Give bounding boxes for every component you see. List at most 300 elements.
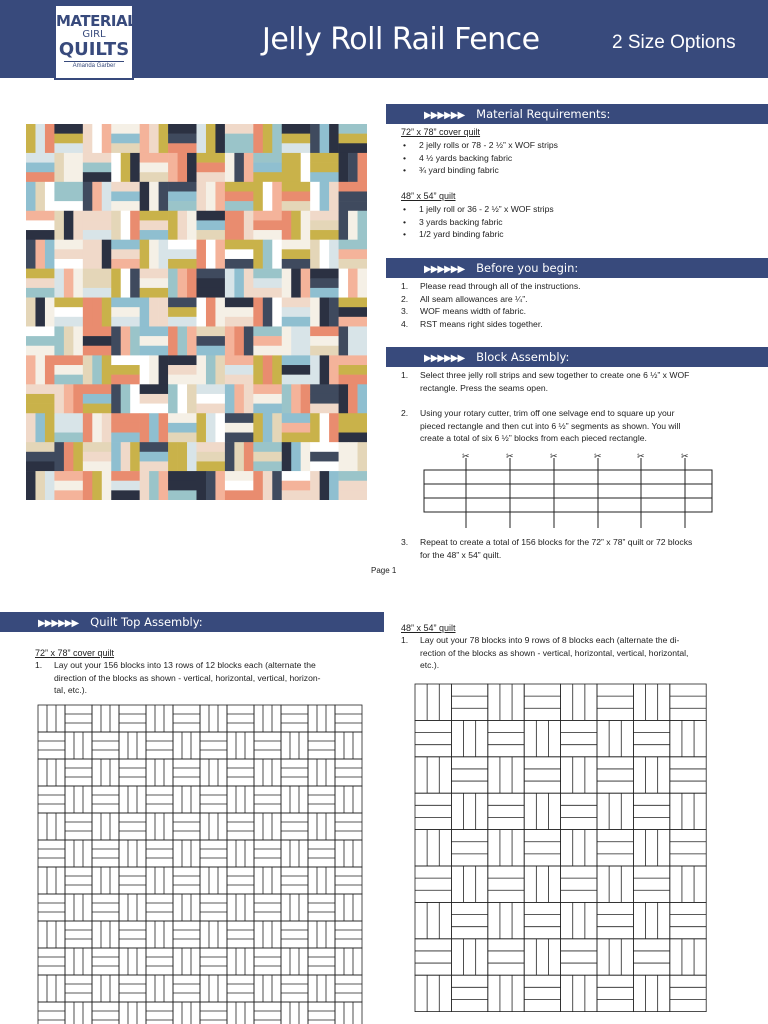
step-number: 1. (401, 635, 409, 645)
quilt-block (200, 975, 227, 1002)
quilt-strip (178, 326, 188, 355)
scissors-icon: ✂ (506, 452, 514, 462)
quilt-block (451, 939, 487, 975)
quilt-block (488, 975, 524, 1011)
quilt-strip (26, 452, 55, 462)
quilt-strip (339, 143, 367, 153)
quilt-strip (45, 355, 55, 384)
list-item: • 3 yards backing fabric (400, 216, 554, 229)
quilt-block (227, 948, 254, 975)
quilt-strip (73, 384, 83, 413)
quilt-strip (73, 269, 83, 298)
quilt-block (561, 975, 597, 1011)
quilt-block (200, 948, 227, 975)
quilt-strip (140, 288, 169, 298)
quilt-block (561, 939, 597, 975)
scissors-icon: ✂ (462, 452, 470, 462)
quilt-strip (225, 413, 254, 423)
list-text: WOF means width of fabric. (420, 306, 527, 316)
quilt-block (597, 793, 633, 829)
quilt-strip (206, 240, 216, 269)
quilt-block (670, 902, 706, 938)
quilt-strip (320, 124, 330, 153)
quilt-strip (168, 191, 197, 201)
quilt-strip (234, 442, 244, 471)
quilt-strip (111, 269, 121, 298)
quilt-block (335, 975, 362, 1002)
quilt-strip (26, 298, 36, 327)
quilt-strip (111, 423, 140, 433)
quilt-strip (168, 433, 197, 443)
quilt-strip (301, 384, 311, 413)
quilt-strip (168, 249, 197, 259)
block-step-1 (401, 369, 761, 394)
quilt-strip (358, 384, 367, 413)
quilt-strip (197, 452, 226, 462)
quilt-strip (102, 182, 112, 211)
quilt-block (308, 1002, 335, 1024)
quilt-strip (178, 442, 188, 471)
quilt-block (335, 705, 362, 732)
quilt-block (597, 757, 633, 793)
quilt-block (254, 786, 281, 813)
quilt-block (92, 759, 119, 786)
quilt-strip (329, 471, 339, 500)
quilt-strip (168, 471, 197, 481)
quilt-block (488, 902, 524, 938)
quilt-strip (339, 375, 367, 385)
quilt-strip (111, 375, 140, 385)
quilt-strip (339, 124, 367, 134)
quilt-strip (320, 413, 330, 442)
quilt-block (92, 813, 119, 840)
quilt-block (451, 975, 487, 1011)
quilt-strip (197, 124, 207, 153)
quilt-block (38, 786, 65, 813)
step-number: 3. (401, 537, 409, 547)
quilt-strip (339, 355, 367, 365)
quilt-strip (83, 220, 112, 230)
quilt-strip (111, 481, 140, 491)
quilt-strip (26, 124, 36, 153)
quilt-strip (339, 249, 367, 259)
quilt-block (38, 705, 65, 732)
quilt-block (281, 948, 308, 975)
quilt-strip (291, 442, 301, 471)
logo-line-2: GIRL (82, 29, 106, 40)
quilt-strip (253, 182, 263, 211)
quilt-block (633, 975, 669, 1011)
quilt-strip (291, 153, 301, 182)
quilt-strip (26, 404, 55, 414)
quilt-strip (26, 240, 36, 269)
quilt-strip (140, 355, 150, 384)
size-options-label: 2 Size Options (612, 32, 736, 53)
quilt-block (119, 894, 146, 921)
quilt-strip (54, 413, 83, 423)
quilt-strip (234, 153, 244, 182)
quilt-block (524, 684, 560, 720)
quilt-strip (187, 326, 197, 355)
quilt-strip (225, 490, 254, 500)
quilt-strip (197, 278, 226, 288)
quilt-block (524, 720, 560, 756)
quilt-strip (197, 346, 226, 356)
quilt-strip (253, 278, 282, 288)
quilt-block (92, 894, 119, 921)
quilt-block (65, 1002, 92, 1024)
quilt-block (38, 921, 65, 948)
quilt-strip (282, 240, 311, 250)
quilt-strip (215, 124, 225, 153)
quilt-strip (197, 172, 226, 182)
quilt-block (227, 705, 254, 732)
quilt-block (597, 720, 633, 756)
quilt-strip (130, 326, 140, 355)
quilt-block (173, 1002, 200, 1024)
quilt-block (65, 840, 92, 867)
quilt-strip (253, 220, 282, 230)
quilt-block (670, 975, 706, 1011)
quilt-block (308, 813, 335, 840)
quilt-strip (83, 240, 93, 269)
quilt-strip (102, 413, 112, 442)
quilt-strip (73, 326, 83, 355)
quilt-block (65, 894, 92, 921)
list-item: • 1 jelly roll or 36 - 2 ½” x WOF strips (400, 203, 554, 216)
quilt-strip (83, 346, 112, 356)
quilt-block (92, 840, 119, 867)
list-item: • ¾ yard binding fabric (400, 164, 558, 177)
materials-heading: Material Requirements: (476, 107, 611, 121)
quilt-strip (339, 307, 367, 317)
quilt-strip (339, 384, 349, 413)
quilt-strip (73, 211, 83, 240)
quilt-strip (320, 355, 330, 384)
quilt-strip (253, 384, 282, 394)
quilt-block (200, 705, 227, 732)
quilt-block (524, 830, 560, 866)
quilt-strip (92, 240, 102, 269)
quilt-block (227, 867, 254, 894)
list-item: • 2 jelly rolls or 78 - 2 ½” x WOF strips (400, 139, 558, 152)
step-text-line: Lay out your 156 blocks into 13 rows of 12 blocks each (alternate the (54, 660, 316, 670)
quilt-strip (35, 182, 45, 211)
quilt-block (561, 902, 597, 938)
quilt-strip (253, 240, 263, 269)
quilt-block (254, 894, 281, 921)
quilt-strip (54, 355, 83, 365)
quilt-block (38, 1002, 65, 1024)
quilt-strip (168, 259, 197, 269)
quilt-strip (83, 452, 112, 462)
quilt-block (670, 684, 706, 720)
quilt-block (92, 921, 119, 948)
quilt-strip (329, 355, 339, 384)
block-step-3 (401, 536, 761, 561)
step-number: 1. (35, 660, 43, 670)
quilt-strip (358, 269, 367, 298)
quilt-strip (197, 471, 207, 500)
quilt-block (200, 759, 227, 786)
quilt-strip (83, 298, 93, 327)
quilt-strip (92, 355, 102, 384)
assembly-large-step (35, 659, 370, 697)
quilt-strip (54, 433, 83, 443)
step-text-line: Lay out your 78 blocks into 9 rows of 8 blocks each (alternate the di- (420, 635, 680, 645)
section-header-block-assembly (386, 347, 768, 367)
quilt-block (335, 1002, 362, 1024)
quilt-strip (83, 394, 112, 404)
quilt-block (173, 948, 200, 975)
quilt-strip (263, 355, 273, 384)
quilt-block (281, 786, 308, 813)
quilt-strip (159, 182, 169, 211)
quilt-strip (111, 182, 140, 192)
quilt-strip (301, 442, 311, 471)
quilt-block (119, 975, 146, 1002)
step-text-line: Repeat to create a total of 156 blocks for the 72” x 78” quilt or 72 blocks (420, 537, 693, 547)
quilt-strip (92, 471, 102, 500)
quilt-strip (282, 433, 311, 443)
quilt-block (633, 830, 669, 866)
quilt-block (173, 894, 200, 921)
quilt-block (488, 866, 524, 902)
quilt-strip (225, 211, 235, 240)
quilt-block (308, 705, 335, 732)
quilt-block (65, 732, 92, 759)
quilt-strip (310, 442, 339, 452)
quilt-strip (83, 442, 112, 452)
quilt-strip (26, 172, 55, 182)
quilt-strip (282, 471, 311, 481)
quilt-strip (83, 461, 112, 471)
quilt-strip (263, 471, 273, 500)
quilt-strip (54, 375, 83, 385)
quilt-block (227, 921, 254, 948)
quilt-strip (187, 442, 197, 471)
quilt-strip (282, 326, 292, 355)
quilt-strip (301, 326, 311, 355)
quilt-strip (73, 442, 83, 471)
quilt-strip (111, 307, 140, 317)
quilt-strip (83, 182, 93, 211)
quilt-strip (111, 153, 121, 182)
scissors-icon: ✂ (681, 452, 689, 462)
quilt-strip (178, 153, 188, 182)
quilt-strip (73, 153, 83, 182)
quilt-block (173, 813, 200, 840)
assembly-small-step (401, 634, 763, 672)
quilt-strip (339, 442, 349, 471)
quilt-strip (339, 365, 367, 375)
arrows-icon: ▶▶▶▶▶▶ (424, 353, 465, 364)
quilt-strip (234, 211, 244, 240)
quilt-block (227, 813, 254, 840)
quilt-strip (54, 124, 83, 134)
quilt-block (524, 757, 560, 793)
quilt-strip (301, 269, 311, 298)
quilt-strip (253, 442, 282, 452)
quilt-strip (234, 326, 244, 355)
quilt-strip (310, 404, 339, 414)
quilt-strip (26, 288, 55, 298)
quilt-strip (140, 394, 169, 404)
quilt-strip (197, 336, 226, 346)
quilt-strip (26, 336, 55, 346)
quilt-strip (215, 298, 225, 327)
quilt-block (227, 732, 254, 759)
quilt-strip (244, 269, 254, 298)
quilt-block (200, 1002, 227, 1024)
quilt-block (451, 684, 487, 720)
quilt-strip (310, 452, 339, 462)
quilt-block (200, 921, 227, 948)
quilt-strip (282, 201, 311, 211)
quilt-block (200, 813, 227, 840)
quilt-block (119, 921, 146, 948)
quilt-strip (244, 442, 254, 471)
quilt-strip (282, 182, 311, 192)
quilt-strip (339, 490, 367, 500)
quilt-strip (310, 461, 339, 471)
quilt-strip (253, 336, 282, 346)
quilt-block (173, 705, 200, 732)
quilt-strip (140, 153, 169, 163)
quilt-strip (263, 240, 273, 269)
quilt-strip (348, 326, 358, 355)
quilt-strip (187, 211, 197, 240)
quilt-strip (35, 240, 45, 269)
quilt-block (119, 732, 146, 759)
quilt-strip (339, 481, 367, 491)
quilt-strip (225, 298, 254, 308)
quilt-strip (140, 298, 150, 327)
quilt-block (146, 732, 173, 759)
block-step-2 (401, 407, 761, 445)
quilt-strip (111, 326, 121, 355)
quilt-strip (348, 153, 358, 182)
materials-small-list (400, 203, 554, 241)
quilt-block (335, 894, 362, 921)
quilt-strip (54, 134, 83, 144)
quilt-strip (310, 172, 339, 182)
quilt-strip (140, 230, 169, 240)
logo-line-1: MATERIAL (56, 12, 137, 30)
quilt-strip (64, 442, 74, 471)
quilt-strip (54, 490, 83, 500)
quilt-block (561, 866, 597, 902)
quilt-strip (64, 326, 74, 355)
quilt-strip (263, 182, 273, 211)
quilt-strip (111, 134, 140, 144)
quilt-block (254, 975, 281, 1002)
quilt-block (633, 939, 669, 975)
step-text-line: tal, etc.). (54, 685, 87, 695)
quilt-block (146, 948, 173, 975)
quilt-block (281, 921, 308, 948)
quilt-strip (215, 240, 225, 269)
quilt-strip (310, 413, 320, 442)
quilt-block (65, 867, 92, 894)
quilt-strip (197, 442, 226, 452)
quilt-strip (348, 442, 358, 471)
quilt-block (335, 732, 362, 759)
quilt-block (561, 684, 597, 720)
quilt-strip (168, 211, 178, 240)
quilt-strip (26, 163, 55, 173)
list-item (401, 280, 581, 293)
quilt-block (38, 813, 65, 840)
quilt-strip (310, 346, 339, 356)
quilt-strip (54, 143, 83, 153)
quilt-block (451, 793, 487, 829)
quilt-block (308, 948, 335, 975)
step-text-line: for the 48” x 54” quilt. (420, 549, 502, 560)
quilt-strip (83, 326, 112, 336)
quilt-strip (282, 259, 311, 269)
quilt-strip (26, 413, 36, 442)
quilt-block (524, 939, 560, 975)
quilt-strip (197, 298, 207, 327)
quilt-strip (26, 182, 36, 211)
quilt-strip (206, 471, 216, 500)
quilt-block (597, 975, 633, 1011)
quilt-block (633, 757, 669, 793)
quilt-strip (168, 413, 197, 423)
quilt-strip (149, 240, 159, 269)
quilt-strip (149, 124, 159, 153)
quilt-strip (168, 326, 178, 355)
quilt-block (670, 866, 706, 902)
quilt-strip (26, 211, 55, 221)
materials-large-title: 72” x 78” cover quilt (401, 127, 481, 137)
step-text-line: Using your rotary cutter, trim off one selvage end to square up your (420, 408, 675, 418)
quilt-strip (339, 413, 367, 423)
quilt-strip (339, 433, 367, 443)
quilt-block (254, 1002, 281, 1024)
quilt-strip (225, 134, 254, 144)
step-number: 2. (401, 408, 409, 418)
quilt-block (173, 786, 200, 813)
quilt-block (335, 948, 362, 975)
quilt-strip (111, 298, 140, 308)
quilt-strip (225, 384, 235, 413)
quilt-strip (225, 423, 254, 433)
scissors-icon: ✂ (550, 452, 558, 462)
quilt-strip (282, 375, 311, 385)
quilt-block (633, 866, 669, 902)
quilt-strip (225, 240, 254, 250)
quilt-strip (272, 240, 282, 269)
quilt-strip (54, 249, 83, 259)
quilt-strip (282, 423, 311, 433)
quilt-strip (329, 298, 339, 327)
quilt-block (65, 786, 92, 813)
quilt-strip (83, 336, 112, 346)
quilt-block (227, 975, 254, 1002)
quilt-block (146, 759, 173, 786)
quilt-strip (310, 153, 339, 163)
quilt-block (281, 759, 308, 786)
quilt-strip (168, 355, 197, 365)
quilt-strip (282, 307, 311, 317)
quilt-strip (310, 124, 320, 153)
quilt-strip (339, 240, 367, 250)
quilt-strip (83, 384, 112, 394)
quilt-strip (45, 471, 55, 500)
quilt-strip (140, 336, 169, 346)
